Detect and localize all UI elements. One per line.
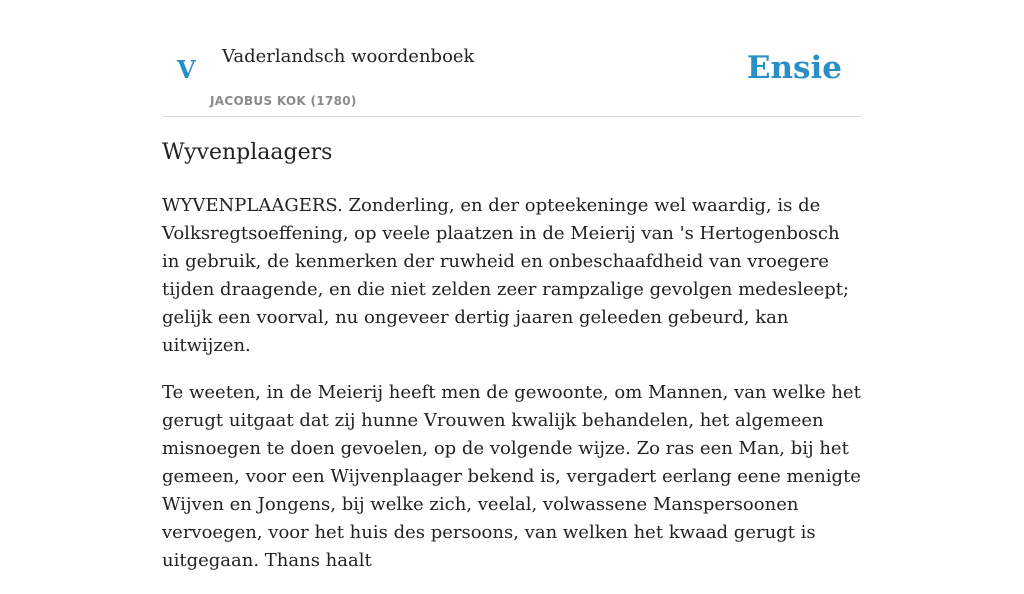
author-label: JACOBUS KOK (1780)	[210, 94, 357, 108]
entry-body	[162, 192, 862, 594]
entry-paragraph: WYVENPLAAGERS. Zonderling, en der opteekeninge wel waardig, is de Volksregtsoeffening, op veele plaatzen in de Meierij van 's Hertogenbosch in gebruik, de kenmerken der ruwheid en onbeschaafdheid van vroegere tijden draagende, en die niet zelden zeer rampzalige gevolgen medesleept; gelijk een voorval, nu ongeveer dertig jaaren geleeden gebeurd, kan uitwijzen.	[162, 195, 850, 356]
brand-logo[interactable]: Ensie	[746, 50, 842, 86]
letter-index[interactable]: V	[177, 55, 196, 84]
entry-title: Wyvenplaagers	[162, 140, 333, 165]
header	[162, 0, 862, 117]
book-title[interactable]: Vaderlandsch woordenboek	[222, 46, 475, 67]
page-container	[162, 0, 862, 571]
entry-paragraph: Te weeten, in de Meierij heeft men de gewoonte, om Mannen, van welke het gerugt uitgaat dat zij hunne Vrouwen kwalijk behandelen, het algemeen misnoegen te doen gevoelen, op de volgende wijze. Zo ras een Man, bij het gemeen, voor een Wijvenplaager bekend is, vergadert eerlang eene menigte Wijven en Jongens, bij welke zich, veelal, volwassene Manspersoonen vervoegen, voor het huis des persoons, van welken het kwaad gerugt is uitgegaan. Thans haalt	[162, 382, 861, 571]
